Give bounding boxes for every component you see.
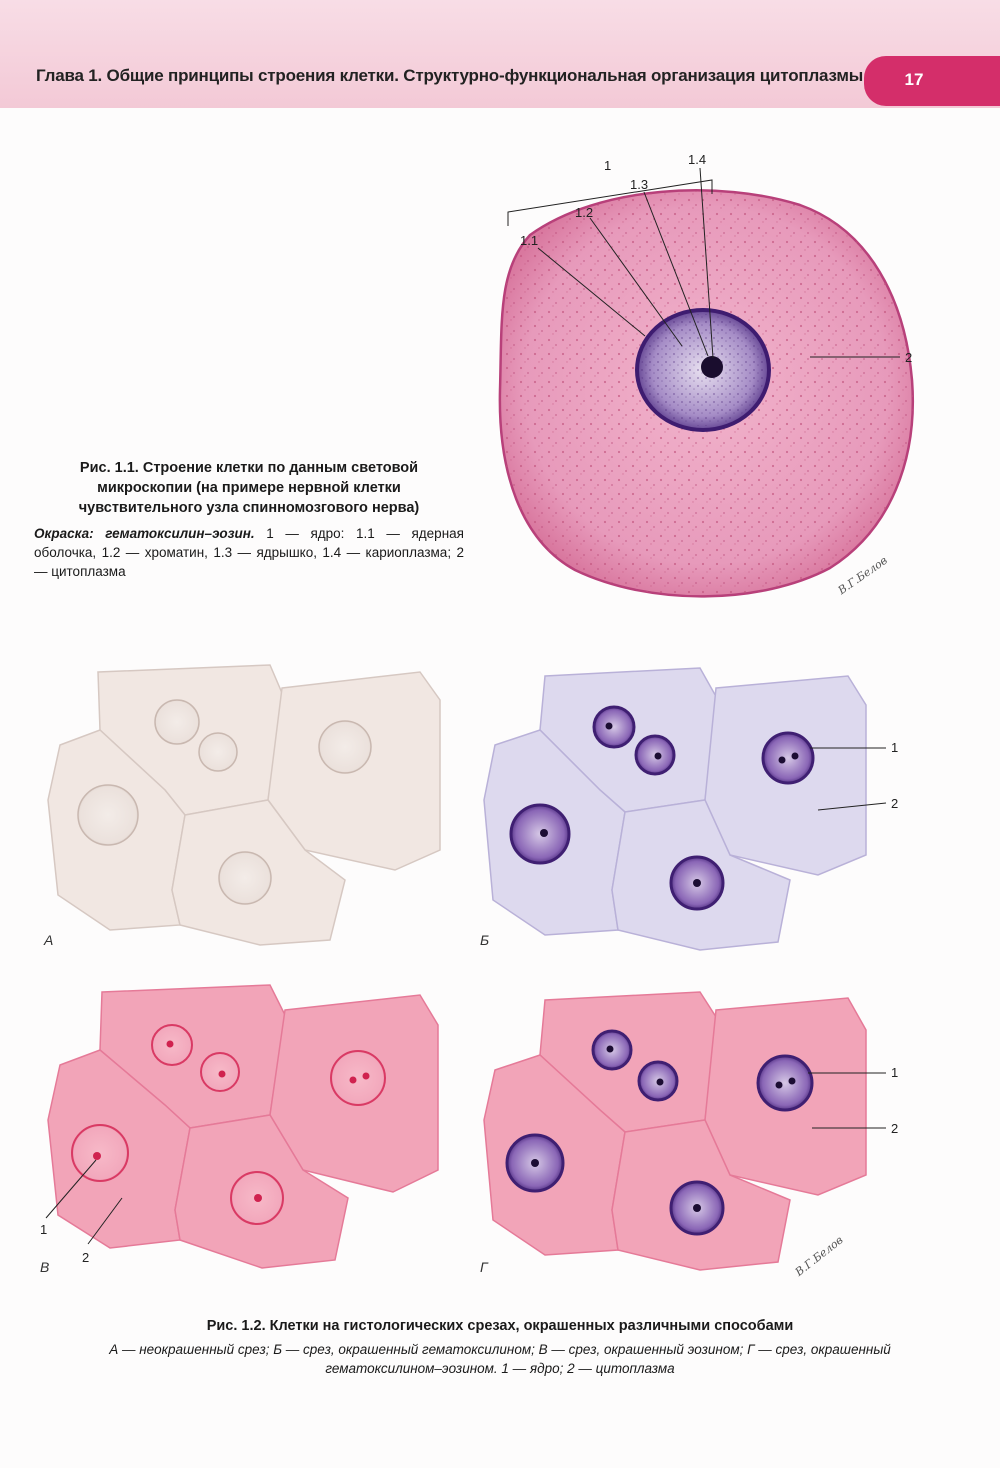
chapter-title: Глава 1. Общие принципы строения клетки. Структурно-функциональная организация цитоплазмы — [36, 66, 864, 85]
figure2-caption-text: А — неокрашенный срез; Б — срез, окрашенный гематоксилином; В — срез, окрашенный эозином; Г — срез, окрашенный гематоксилином–эозином. 1 — ядро; 2 — цитоплазма — [109, 1342, 891, 1376]
panel-a-letter: А — [44, 932, 54, 948]
page-number: 17 — [904, 70, 924, 89]
figure1-legend: 1 — ядро: 1.1 — ядерная оболочка, 1.2 — хроматин, 1.3 — ядрышко, 1.4 — кариоплазма; 2 — цитоплазма — [34, 526, 464, 579]
figure2-caption-title: Рис. 1.2. Клетки на гистологических срезах, окрашенных различными способами — [206, 1318, 794, 1334]
figure1-caption-title: Рис. 1.1. Строение клетки по данным световой микроскопии (на примере нервной клетки чувствительного узла спинномозгового нерва) — [78, 460, 420, 516]
label-1-2: 1.2 — [575, 205, 594, 220]
artist-signature-2: В.Г.Белов — [792, 1233, 846, 1279]
label-1: 1 — [604, 158, 612, 173]
panel-g-cells — [484, 992, 866, 1270]
panel-v-letter: В — [40, 1259, 50, 1275]
neuron-nucleus — [637, 310, 769, 430]
panel-b-label-2: 2 — [891, 796, 899, 811]
panel-g-label-1: 1 — [891, 1065, 899, 1080]
figure1-stain: Окраска: гематоксилин–эозин. — [34, 526, 255, 541]
panel-g-label-2: 2 — [891, 1121, 899, 1136]
panel-b-letter: Б — [480, 932, 490, 948]
figure1-caption — [34, 458, 464, 581]
panel-b-label-1: 1 — [891, 740, 899, 755]
label-1-4: 1.4 — [688, 152, 707, 167]
label-1-1: 1.1 — [520, 233, 539, 248]
nucleolus — [701, 356, 723, 378]
panel-v-label-2: 2 — [82, 1250, 90, 1265]
label-1-3: 1.3 — [630, 177, 649, 192]
panel-v-label-1: 1 — [40, 1222, 48, 1237]
panel-g-letter: Г — [480, 1259, 488, 1275]
artist-signature: В.Г.Белов — [835, 553, 890, 598]
figure1-caption-text — [34, 524, 464, 581]
label-2: 2 — [905, 350, 913, 365]
figure2-caption — [30, 1318, 970, 1378]
